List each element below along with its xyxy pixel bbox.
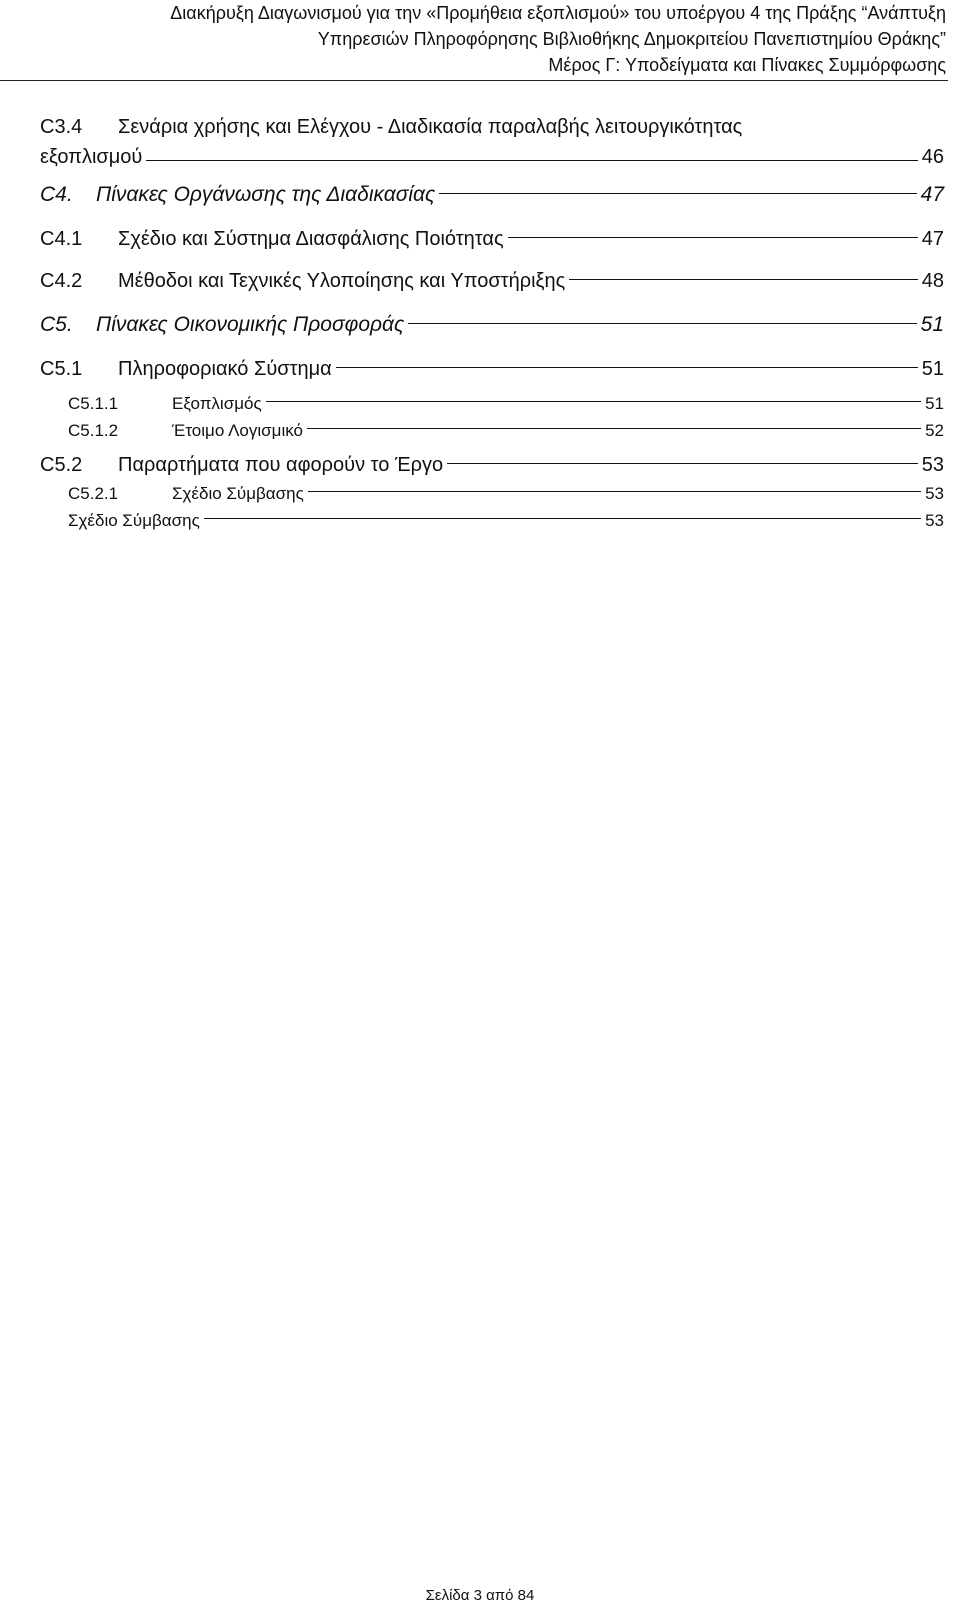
toc-entry-c4-1[interactable]: [40, 218, 944, 260]
toc-entry-title: Σχέδιο Σύμβασης: [68, 510, 200, 530]
toc-entry-number: C5.: [40, 313, 73, 336]
toc-leader: [204, 518, 921, 519]
toc-entry-page: 51: [925, 393, 944, 413]
toc-entry-title: Πληροφοριακό Σύστημα: [118, 357, 332, 380]
toc-entry-c5-1-1[interactable]: [40, 390, 944, 417]
toc-entry-page: 51: [920, 313, 944, 336]
toc-entry-page: 53: [925, 483, 944, 503]
toc-entry-title: Εξοπλισμός: [172, 393, 262, 413]
toc-entry-title: Σχέδιο και Σύστημα Διασφάλισης Ποιότητας: [118, 227, 504, 250]
header-line-1: Διακήρυξη Διαγωνισμού για την «Προμήθεια εξοπλισμού» του υποέργου 4 της Πράξης “Ανάπτυξη: [170, 3, 946, 23]
toc-entry-number: C3.4: [40, 116, 83, 138]
toc-leader: [569, 279, 918, 280]
table-of-contents: [40, 112, 944, 534]
header-line-3: Μέρος Γ: Υποδείγματα και Πίνακες Συμμόρφωσης: [548, 55, 946, 75]
toc-entry-c5[interactable]: [40, 302, 944, 348]
toc-entry-contract-draft[interactable]: [40, 507, 944, 534]
toc-leader: [439, 193, 916, 194]
toc-leader: [266, 401, 921, 402]
toc-entry-page: 47: [921, 227, 944, 250]
toc-entry-title: Μέθοδοι και Τεχνικές Υλοποίησης και Υποστήριξης: [118, 269, 566, 292]
header-divider: [0, 80, 948, 81]
toc-entry-c4[interactable]: [40, 172, 944, 218]
toc-leader: [308, 491, 921, 492]
toc-entry-page: 48: [921, 269, 944, 292]
header-line-2: Υπηρεσιών Πληροφόρησης Βιβλιοθήκης Δημοκριτείου Πανεπιστημίου Θράκης”: [317, 29, 946, 49]
toc-entry-page: 51: [921, 357, 944, 380]
toc-leader: [508, 237, 918, 238]
toc-entry-number: C5.2: [40, 453, 83, 476]
toc-entry-title: Σενάρια χρήσης και Ελέγχου - Διαδικασία παραλαβής λειτουργικότητας: [118, 116, 743, 138]
toc-entry-c5-2[interactable]: [40, 450, 944, 480]
toc-leader: [307, 428, 921, 429]
toc-entry-title: Σχέδιο Σύμβασης: [172, 483, 304, 503]
toc-entry-title: Παραρτήματα που αφορούν το Έργο: [118, 453, 444, 476]
toc-entry-title: Πίνακες Οικονομικής Προσφοράς: [96, 313, 405, 336]
toc-entry-page: 46: [921, 146, 944, 168]
toc-entry-page: 53: [925, 510, 944, 530]
toc-entry-number: C4.: [40, 183, 73, 206]
toc-entry-number: C4.1: [40, 227, 83, 250]
toc-leader: [447, 463, 918, 464]
toc-entry-title: Έτοιμο Λογισμικό: [172, 420, 303, 440]
toc-entry-title: Πίνακες Οργάνωσης της Διαδικασίας: [96, 183, 436, 206]
toc-entry-number: C4.2: [40, 269, 83, 292]
toc-leader: [146, 160, 917, 161]
toc-entry-number: C5.1.1: [68, 393, 119, 413]
document-header: [170, 0, 946, 78]
toc-entry-c3-4[interactable]: [40, 112, 944, 172]
page-number-footer: Σελίδα 3 από 84: [425, 1587, 535, 1604]
toc-leader: [408, 323, 916, 324]
toc-entry-number: C5.2.1: [68, 483, 119, 503]
toc-entry-page: 53: [921, 453, 944, 476]
toc-entry-page: 47: [920, 183, 944, 206]
toc-leader: [336, 367, 918, 368]
toc-entry-number: C5.1: [40, 357, 83, 380]
toc-entry-page: 52: [925, 420, 944, 440]
toc-entry-c5-1-2[interactable]: [40, 417, 944, 444]
toc-entry-title-cont: εξοπλισμού: [40, 146, 143, 168]
toc-entry-c4-2[interactable]: [40, 260, 944, 302]
toc-entry-c5-1[interactable]: [40, 348, 944, 390]
toc-entry-c5-2-1[interactable]: [40, 480, 944, 507]
toc-entry-number: C5.1.2: [68, 420, 119, 440]
